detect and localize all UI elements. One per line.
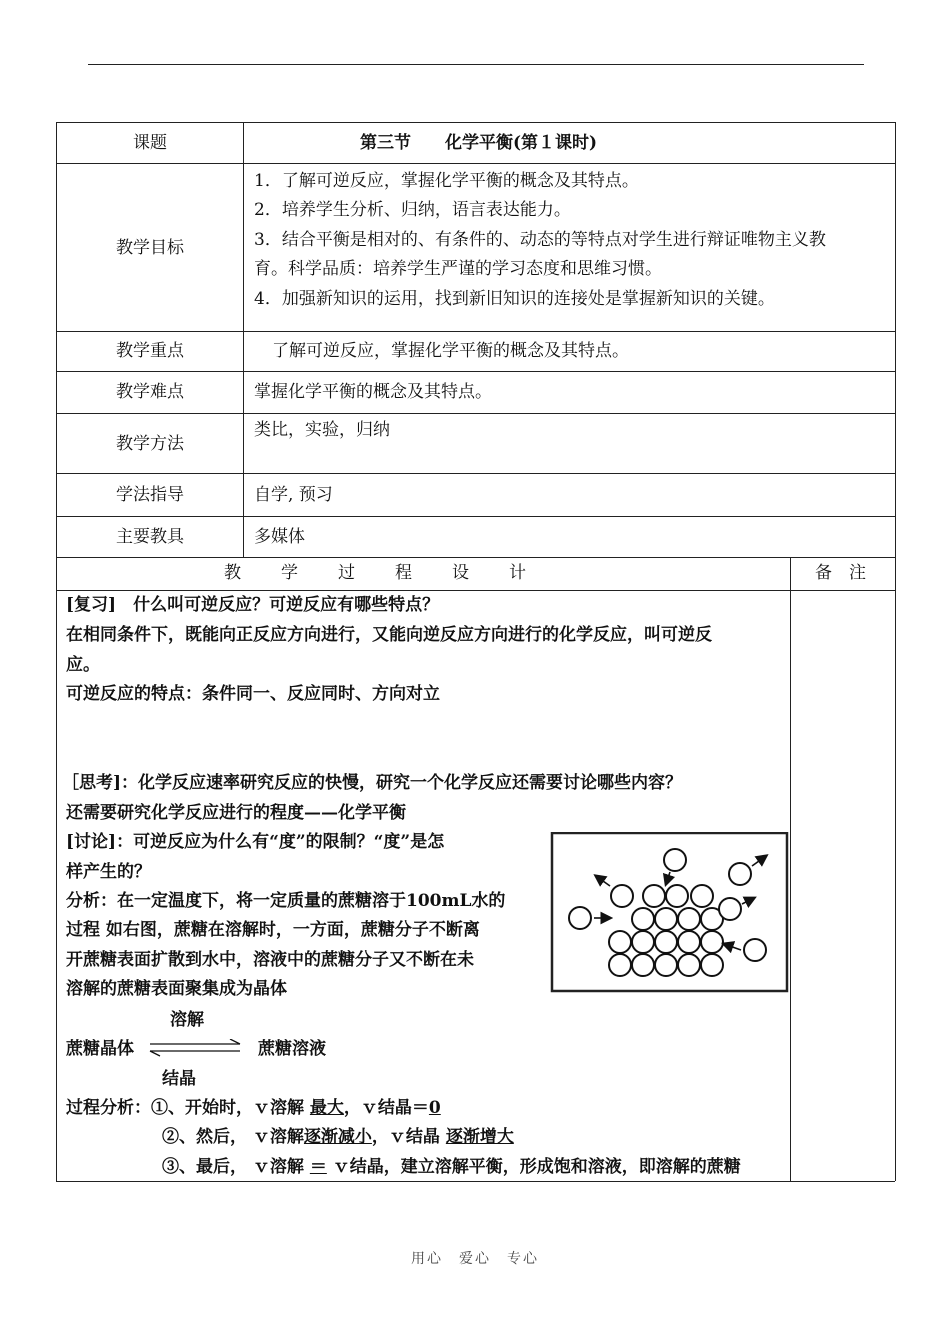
key-point-value: 了解可逆反应，掌握化学平衡的概念及其特点。 xyxy=(272,341,629,361)
think-question: ［思考]：化学反应速率研究反应的快慢，研究一个化学反应还需要讨论哪些内容？ xyxy=(62,773,683,793)
crystallize-label: 结晶 xyxy=(162,1069,196,1089)
analysis-line: 溶解的蔗糖表面聚集成为晶体 xyxy=(66,979,287,999)
row-divider xyxy=(56,473,895,474)
analysis-line: 分析：在一定温度下，将一定质量的蔗糖溶于100mL水的 xyxy=(66,891,506,911)
step-2-answer: 逐渐减小 xyxy=(303,1127,372,1147)
label-column-divider xyxy=(243,122,244,557)
row-divider xyxy=(56,413,895,414)
step-3 xyxy=(162,1156,741,1178)
objective-item: 2．培养学生分析、归纳，语言表达能力。 xyxy=(254,200,571,220)
review-answer: 在相同条件下，既能向正反应方向进行，又能向逆反应方向进行的化学反应，叫可逆反 xyxy=(66,625,712,645)
step-1-answer: 0 xyxy=(428,1098,441,1118)
row-divider xyxy=(56,371,895,372)
objectives-label: 教学目标 xyxy=(116,238,184,258)
step-1 xyxy=(66,1097,441,1119)
difficulty-label: 教学难点 xyxy=(116,382,184,402)
crystal-sugar: 蔗糖晶体 xyxy=(66,1039,134,1059)
step-1-text: ，ｖ结晶＝ xyxy=(343,1098,429,1118)
analysis-line: 开蔗糖表面扩散到水中，溶液中的蔗糖分子又不断在未 xyxy=(66,950,474,970)
notes-header: 备 注 xyxy=(815,563,866,583)
objective-item: 1．了解可逆反应，掌握化学平衡的概念及其特点。 xyxy=(254,171,639,191)
table-border-bottom xyxy=(56,1181,895,1182)
tools-label: 主要教具 xyxy=(116,527,184,547)
subject-label: 课题 xyxy=(133,133,167,153)
step-2-answer: 逐渐增大 xyxy=(445,1127,514,1147)
step-2-text: ，ｖ结晶 xyxy=(371,1127,446,1147)
key-point-label: 教学重点 xyxy=(116,341,184,361)
think-answer: 还需要研究化学反应进行的程度——化学平衡 xyxy=(66,803,406,823)
process-header: 教 学 过 程 设 计 xyxy=(224,563,528,583)
header-rule xyxy=(88,64,864,65)
row-divider xyxy=(56,557,895,558)
analysis-line: 过程 如右图，蔗糖在溶解时，一方面，蔗糖分子不断离 xyxy=(66,920,480,940)
equilibrium-arrow-icon xyxy=(146,1039,246,1059)
step-3-text: ｖ结晶，建立溶解平衡，形成饱和溶液，即溶解的蔗糖 xyxy=(326,1157,741,1177)
step-3-answer: ＝ xyxy=(309,1157,327,1177)
reversible-features: 可逆反应的特点：条件同一、反应同时、方向对立 xyxy=(66,684,440,704)
method-value: 类比，实验，归纳 xyxy=(254,420,390,440)
method-label: 教学方法 xyxy=(116,434,184,454)
step-1-text: 过程分析：①、开始时，ｖ溶解 xyxy=(66,1098,310,1118)
step-1-answer: 最大 xyxy=(309,1098,344,1118)
objective-item: 育。科学品质：培养学生严谨的学习态度和思维习惯。 xyxy=(254,259,662,279)
step-2-text: ②、然后， ｖ溶解 xyxy=(162,1127,304,1147)
table-border-top xyxy=(56,122,895,123)
discussion-line: 样产生的？ xyxy=(66,862,151,882)
sugar-dissolution-figure xyxy=(550,832,790,994)
dissolve-label: 溶解 xyxy=(170,1010,204,1030)
step-3-text: ③、最后， ｖ溶解 xyxy=(162,1157,310,1177)
review-answer-cont: 应。 xyxy=(66,655,100,675)
row-divider xyxy=(56,516,895,517)
table-border-right xyxy=(895,122,896,1181)
difficulty-value: 掌握化学平衡的概念及其特点。 xyxy=(254,382,492,402)
discussion-line: [讨论]：可逆反应为什么有“度”的限制？“度”是怎 xyxy=(66,832,445,852)
page-footer: 用心 爱心 专心 xyxy=(411,1251,539,1267)
row-divider xyxy=(56,163,895,164)
objective-item: 4．加强新知识的运用，找到新旧知识的连接处是掌握新知识的关键。 xyxy=(254,289,775,309)
row-divider xyxy=(56,590,895,591)
step-2 xyxy=(162,1126,514,1148)
row-divider xyxy=(56,331,895,332)
table-border-left xyxy=(56,122,57,1181)
tools-value: 多媒体 xyxy=(254,527,305,547)
notes-column-divider xyxy=(790,557,791,1181)
study-guide-label: 学法指导 xyxy=(116,485,184,505)
subject-value: 第三节 化学平衡(第１课时) xyxy=(360,133,598,153)
objective-item: 3．结合平衡是相对的、有条件的、动态的等特点对学生进行辩证唯物主义教 xyxy=(254,230,826,250)
review-question: [复习] 什么叫可逆反应？可逆反应有哪些特点？ xyxy=(66,595,440,615)
study-guide-value: 自学, 预习 xyxy=(254,485,333,505)
sugar-solution: 蔗糖溶液 xyxy=(258,1039,326,1059)
